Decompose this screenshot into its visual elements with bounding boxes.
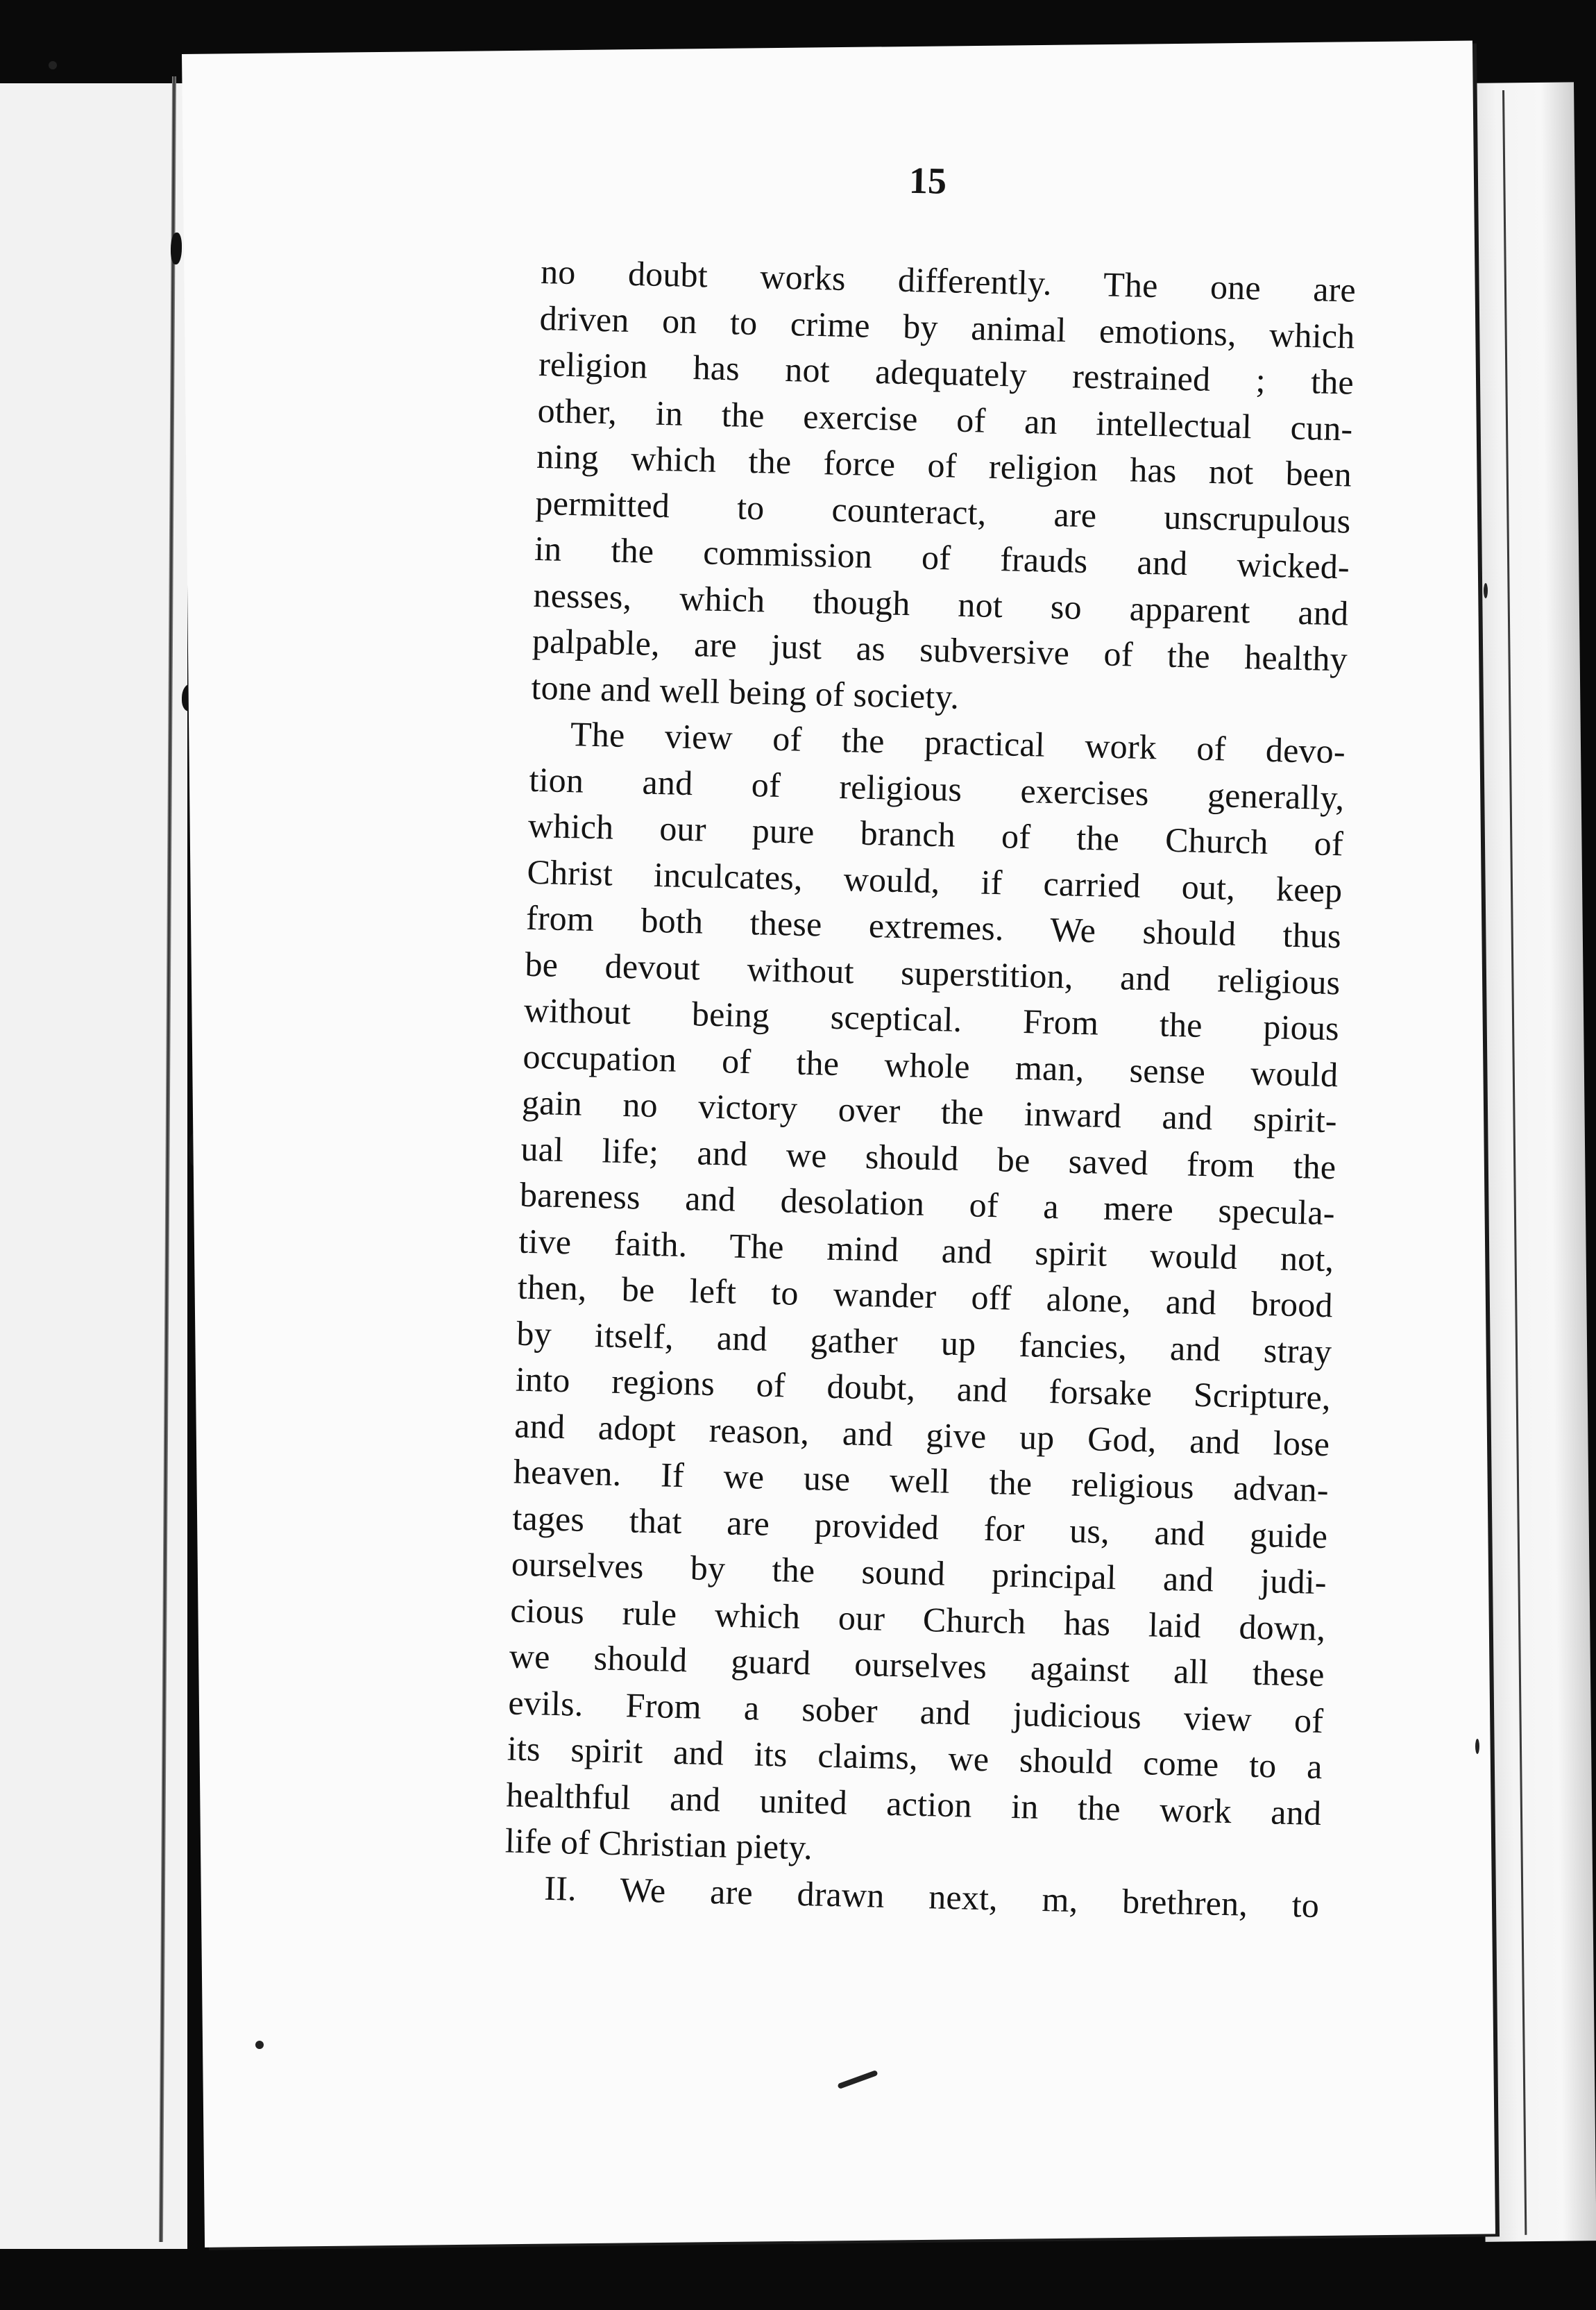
text-line: evils. From a sober and judicious view of xyxy=(507,1682,1324,1740)
facing-page-edge xyxy=(0,83,187,2249)
text-line: its spirit and its claims, we should come to a xyxy=(507,1728,1323,1787)
text-line: driven on to crime by animal emotions, which xyxy=(539,298,1356,356)
scan-speck xyxy=(1484,583,1488,598)
text-line: we should guard ourselves against all these xyxy=(509,1636,1325,1694)
text-line: palpable, are just as subversive of the healthy xyxy=(532,621,1348,679)
text-line: occupation of the whole man, sense would xyxy=(522,1036,1339,1094)
text-line: life of Christian piety. xyxy=(504,1821,813,1867)
text-line: tion and of religious exercises generally, xyxy=(529,759,1345,817)
text-line: which our pure branch of the Church of xyxy=(527,805,1344,863)
text-line: cious rule which our Church has laid down, xyxy=(509,1590,1326,1648)
text-line: nesses, which though not so apparent and xyxy=(533,575,1350,633)
text-line: by itself, and gather up fancies, and stray xyxy=(516,1313,1332,1371)
text-line: gain no victory over the inward and spirit- xyxy=(521,1082,1338,1140)
text-line: religion has not adequately restrained ; the xyxy=(538,344,1355,402)
text-line: no doubt works differently. The one are xyxy=(540,251,1357,310)
text-line: Christ inculcates, would, if carried out, keep xyxy=(527,852,1343,909)
text-line: then, be left to wander off alone, and brood xyxy=(517,1267,1334,1325)
text-line: ourselves by the sound principal and judi- xyxy=(511,1544,1327,1602)
scan-speck xyxy=(255,2041,264,2049)
text-line: healthful and united action in the work and xyxy=(505,1774,1322,1832)
body-text xyxy=(504,248,1357,1928)
binding-stitch xyxy=(171,233,182,264)
text-line: tages that are provided for us, and guide xyxy=(511,1498,1328,1556)
text-line: other, in the exercise of an intellectual cun- xyxy=(537,390,1354,448)
text-line: II. We are drawn next, m, brethren, to xyxy=(543,1868,1320,1925)
page-number: 15 xyxy=(908,159,947,202)
text-line: The view of the practical work of devo- xyxy=(570,714,1346,771)
text-line: tive faith. The mind and spirit would not, xyxy=(518,1221,1334,1279)
text-line: without being sceptical. From the pious xyxy=(523,990,1340,1048)
text-line: permitted to counteract, are unscrupulous xyxy=(535,482,1352,541)
text-line: bareness and desolation of a mere specula- xyxy=(519,1174,1336,1233)
text-line: from both these extremes. We should thus xyxy=(525,897,1342,956)
text-line: into regions of doubt, and forsake Scripture, xyxy=(515,1359,1332,1417)
text-line: heaven. If we use well the religious advan- xyxy=(513,1451,1330,1510)
text-line: and adopt reason, and give up God, and lose xyxy=(513,1406,1330,1463)
text-line: tone and well being of society. xyxy=(531,667,960,716)
text-line: in the commission of frauds and wicked- xyxy=(534,528,1350,587)
scan-speck xyxy=(49,61,57,69)
text-line: ual life; and we should be saved from the xyxy=(520,1129,1336,1186)
scan-speck xyxy=(1475,1739,1479,1754)
text-line: be devout without superstition, and religious xyxy=(524,944,1341,1002)
text-line: ning which the force of religion has not been xyxy=(536,436,1352,494)
